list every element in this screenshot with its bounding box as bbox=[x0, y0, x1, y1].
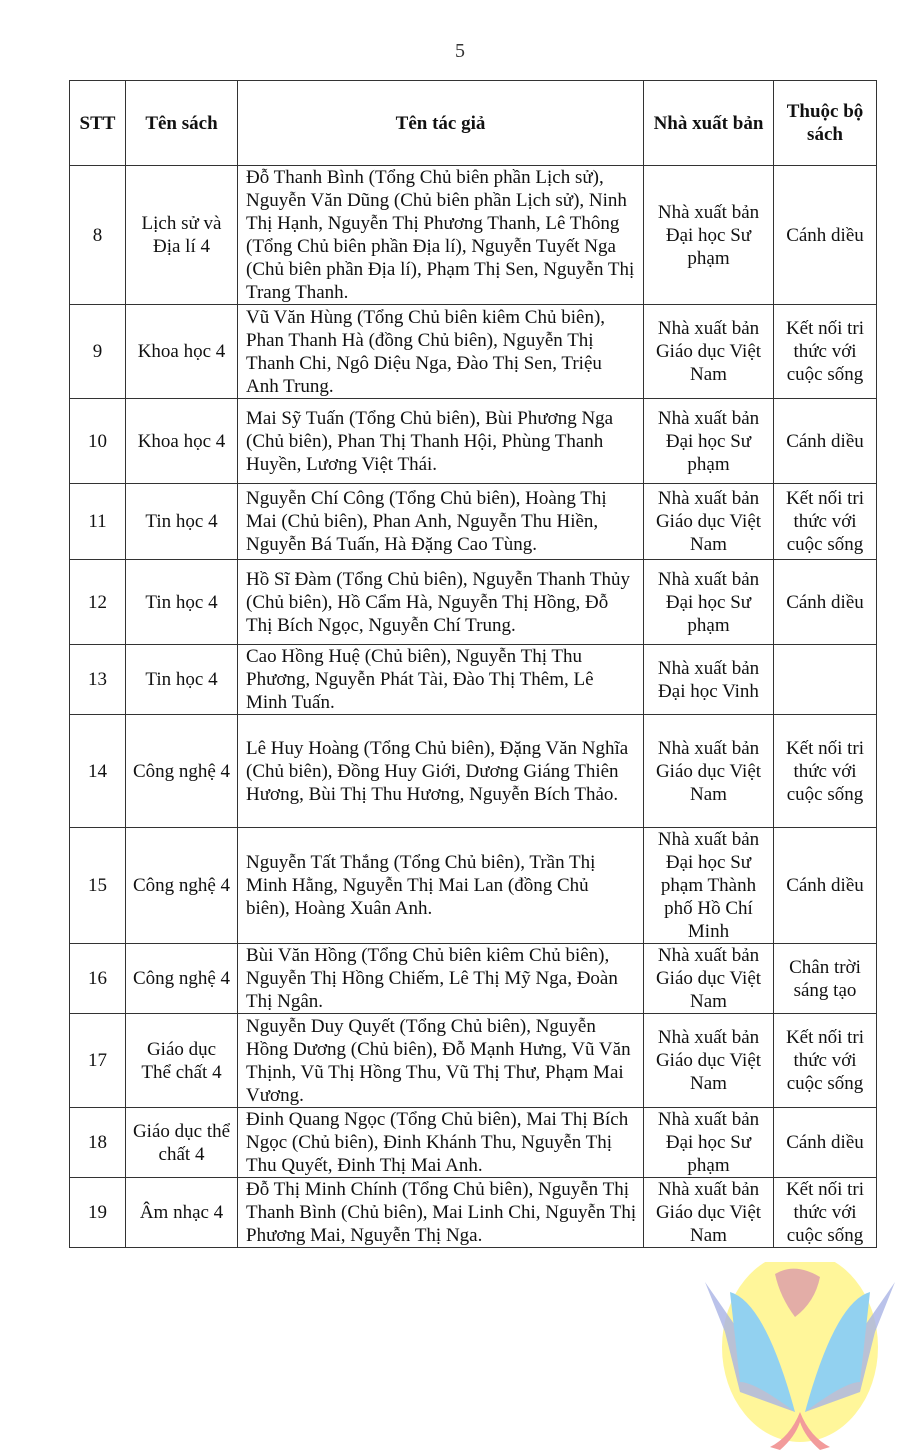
authors-cell: Nguyễn Tất Thắng (Tổng Chủ biên), Trần Thị Minh Hằng, Nguyễn Thị Mai Lan (đồng Chủ biên), Hoàng Xuân Anh. bbox=[238, 828, 644, 944]
book-title-cell: Công nghệ 4 bbox=[126, 944, 238, 1014]
stt-cell: 17 bbox=[70, 1014, 126, 1108]
authors-cell: Cao Hồng Huệ (Chủ biên), Nguyễn Thị Thu Phương, Nguyễn Phát Tài, Đào Thị Thêm, Lê Minh Tuấn. bbox=[238, 645, 644, 715]
book-title-cell: Lịch sử và Địa lí 4 bbox=[126, 166, 238, 305]
series-cell: Cánh diều bbox=[774, 399, 877, 484]
series-cell: Kết nối tri thức với cuộc sống bbox=[774, 715, 877, 828]
table-row bbox=[70, 560, 877, 645]
table-row bbox=[70, 1108, 877, 1178]
header-authors: Tên tác giả bbox=[238, 81, 644, 166]
stt-cell: 8 bbox=[70, 166, 126, 305]
authors-cell: Lê Huy Hoàng (Tổng Chủ biên), Đặng Văn Nghĩa (Chủ biên), Đồng Huy Giới, Dương Giáng Thiên Hương, Bùi Thị Thu Hương, Nguyễn Bích Thảo. bbox=[238, 715, 644, 828]
publisher-cell: Nhà xuất bản Giáo dục Việt Nam bbox=[644, 1014, 774, 1108]
publisher-cell: Nhà xuất bản Giáo dục Việt Nam bbox=[644, 944, 774, 1014]
series-cell: Chân trời sáng tạo bbox=[774, 944, 877, 1014]
series-cell: Cánh diều bbox=[774, 560, 877, 645]
stt-cell: 12 bbox=[70, 560, 126, 645]
publisher-cell: Nhà xuất bản Đại học Sư phạm bbox=[644, 560, 774, 645]
stt-cell: 13 bbox=[70, 645, 126, 715]
publisher-cell: Nhà xuất bản Giáo dục Việt Nam bbox=[644, 305, 774, 399]
table-header-row bbox=[70, 81, 877, 166]
stt-cell: 10 bbox=[70, 399, 126, 484]
textbook-table bbox=[69, 80, 877, 1248]
header-publisher: Nhà xuất bản bbox=[644, 81, 774, 166]
publisher-cell: Nhà xuất bản Đại học Vinh bbox=[644, 645, 774, 715]
header-series: Thuộc bộ sách bbox=[774, 81, 877, 166]
authors-cell: Vũ Văn Hùng (Tổng Chủ biên kiêm Chủ biên), Phan Thanh Hà (đồng Chủ biên), Nguyễn Thị Thanh Chi, Ngô Diệu Nga, Đào Thị Sen, Triệu Anh Trung. bbox=[238, 305, 644, 399]
table-row bbox=[70, 305, 877, 399]
publisher-cell: Nhà xuất bản Đại học Sư phạm bbox=[644, 399, 774, 484]
table-row bbox=[70, 166, 877, 305]
book-title-cell: Công nghệ 4 bbox=[126, 828, 238, 944]
authors-cell: Nguyễn Duy Quyết (Tổng Chủ biên), Nguyễn Hồng Dương (Chủ biên), Đỗ Mạnh Hưng, Vũ Văn Thịnh, Vũ Thị Hồng Thu, Vũ Thị Thư, Phạm Mai Vương. bbox=[238, 1014, 644, 1108]
stt-cell: 11 bbox=[70, 484, 126, 560]
series-cell bbox=[774, 645, 877, 715]
book-title-cell: Khoa học 4 bbox=[126, 305, 238, 399]
header-book: Tên sách bbox=[126, 81, 238, 166]
publisher-cell: Nhà xuất bản Đại học Sư phạm bbox=[644, 166, 774, 305]
stt-cell: 18 bbox=[70, 1108, 126, 1178]
publisher-cell: Nhà xuất bản Đại học Sư phạm bbox=[644, 1108, 774, 1178]
book-title-cell: Tin học 4 bbox=[126, 645, 238, 715]
table-body bbox=[70, 166, 877, 1248]
series-cell: Kết nối tri thức với cuộc sống bbox=[774, 1014, 877, 1108]
table-row bbox=[70, 645, 877, 715]
book-title-cell: Khoa học 4 bbox=[126, 399, 238, 484]
book-title-cell: Giáo dục thể chất 4 bbox=[126, 1108, 238, 1178]
table-row bbox=[70, 1178, 877, 1248]
book-title-cell: Công nghệ 4 bbox=[126, 715, 238, 828]
table-row bbox=[70, 484, 877, 560]
publisher-cell: Nhà xuất bản Đại học Sư phạm Thành phố Hồ Chí Minh bbox=[644, 828, 774, 944]
book-title-cell: Giáo dục Thể chất 4 bbox=[126, 1014, 238, 1108]
series-cell: Kết nối tri thức với cuộc sống bbox=[774, 305, 877, 399]
authors-cell: Nguyễn Chí Công (Tổng Chủ biên), Hoàng Thị Mai (Chủ biên), Phan Anh, Nguyễn Thu Hiền, Nguyễn Bá Tuấn, Hà Đặng Cao Tùng. bbox=[238, 484, 644, 560]
series-cell: Cánh diều bbox=[774, 1108, 877, 1178]
publisher-cell: Nhà xuất bản Giáo dục Việt Nam bbox=[644, 484, 774, 560]
series-cell: Cánh diều bbox=[774, 828, 877, 944]
book-title-cell: Tin học 4 bbox=[126, 560, 238, 645]
header-stt: STT bbox=[70, 81, 126, 166]
table-row bbox=[70, 1014, 877, 1108]
stt-cell: 19 bbox=[70, 1178, 126, 1248]
table-row bbox=[70, 715, 877, 828]
series-cell: Kết nối tri thức với cuộc sống bbox=[774, 1178, 877, 1248]
book-title-cell: Âm nhạc 4 bbox=[126, 1178, 238, 1248]
watermark-logo bbox=[695, 1262, 900, 1452]
authors-cell: Đỗ Thanh Bình (Tổng Chủ biên phần Lịch sử), Nguyễn Văn Dũng (Chủ biên phần Lịch sử), Ninh Thị Hạnh, Nguyễn Thị Phương Thanh, Lê Thông (Tổng Chủ biên phần Địa lí), Nguyễn Tuyết Nga (Chủ biên phần Địa lí), Phạm Thị Sen, Nguyễn Thị Trang Thanh. bbox=[238, 166, 644, 305]
authors-cell: Đinh Quang Ngọc (Tổng Chủ biên), Mai Thị Bích Ngọc (Chủ biên), Đinh Khánh Thu, Nguyễn Thị Thu Quyết, Đinh Thị Mai Anh. bbox=[238, 1108, 644, 1178]
stt-cell: 16 bbox=[70, 944, 126, 1014]
stt-cell: 15 bbox=[70, 828, 126, 944]
series-cell: Kết nối tri thức với cuộc sống bbox=[774, 484, 877, 560]
table-row bbox=[70, 828, 877, 944]
stt-cell: 9 bbox=[70, 305, 126, 399]
authors-cell: Mai Sỹ Tuấn (Tổng Chủ biên), Bùi Phương Nga (Chủ biên), Phan Thị Thanh Hội, Phùng Thanh Huyền, Lương Việt Thái. bbox=[238, 399, 644, 484]
page-number: 5 bbox=[455, 40, 465, 62]
publisher-cell: Nhà xuất bản Giáo dục Việt Nam bbox=[644, 715, 774, 828]
authors-cell: Đỗ Thị Minh Chính (Tổng Chủ biên), Nguyễn Thị Thanh Bình (Chủ biên), Mai Linh Chi, Nguyễn Thị Phương Mai, Nguyễn Thị Nga. bbox=[238, 1178, 644, 1248]
series-cell: Cánh diều bbox=[774, 166, 877, 305]
book-title-cell: Tin học 4 bbox=[126, 484, 238, 560]
authors-cell: Bùi Văn Hồng (Tổng Chủ biên kiêm Chủ biên), Nguyễn Thị Hồng Chiếm, Lê Thị Mỹ Nga, Đoàn Thị Ngân. bbox=[238, 944, 644, 1014]
stt-cell: 14 bbox=[70, 715, 126, 828]
authors-cell: Hồ Sĩ Đàm (Tổng Chủ biên), Nguyễn Thanh Thủy (Chủ biên), Hồ Cẩm Hà, Nguyễn Thị Hồng, Đỗ Thị Bích Ngọc, Nguyễn Chí Trung. bbox=[238, 560, 644, 645]
table-row bbox=[70, 944, 877, 1014]
table-row bbox=[70, 399, 877, 484]
publisher-cell: Nhà xuất bản Giáo dục Việt Nam bbox=[644, 1178, 774, 1248]
